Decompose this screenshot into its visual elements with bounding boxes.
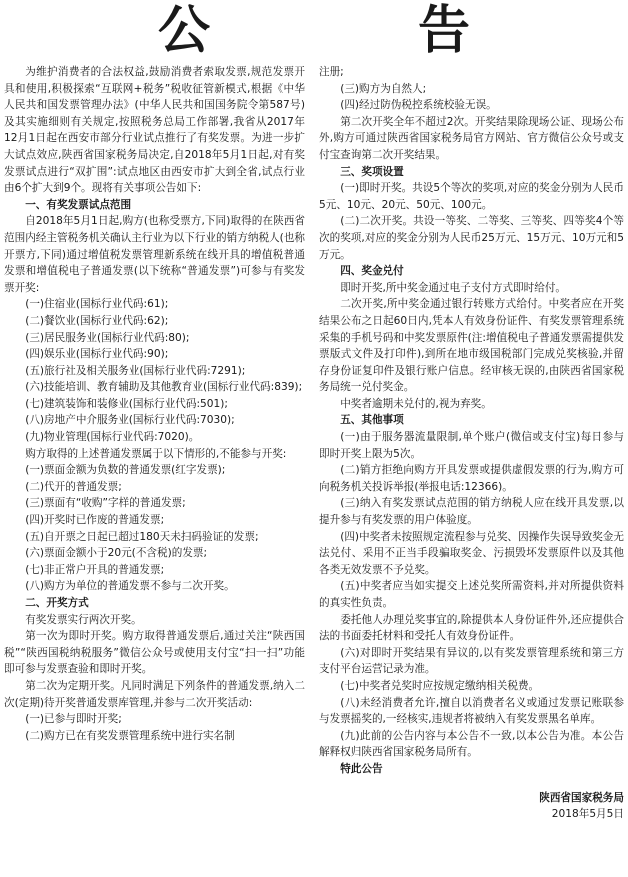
- paragraph: (二)餐饮业(国标行业代码:62);: [25, 314, 169, 327]
- paragraph: (八)房地产中介服务业(国标行业代码:7030);: [25, 414, 235, 427]
- issuer-name: 陕西省国家税务局: [539, 791, 624, 804]
- paragraph: 中奖者逾期未兑付的,视为弃奖。: [340, 397, 492, 410]
- paragraph: (五)自开票之日起已超过180天未扫码验证的发票;: [25, 530, 259, 543]
- paragraph: 自2018年5月1日起,购方(也称受票方,下同)取得的在陕西省范围内经主管税务机关确认主行业为以下行业的销方纳税人(也称开票方,下同)通过增值税发票管理新系统在线开具的增值税普通发票和增值税电子普通发票(以下统称“普通发票”)可参与有奖发票开奖:: [4, 215, 305, 294]
- paragraph: 二次开奖,所中奖金通过银行转账方式给付。中奖者应在开奖结果公布之日起60日内,凭本人有效身份证件、有奖发票管理系统采集的手机号码和中奖发票原件(注:增值税电子普通发票需提供发票版式文件及打印件),到所在地市级国税部门完成兑奖核验,并留存身份证复印件及银行账户信息。经审核无误的,由陕西省国家税务局统一兑付奖金。: [319, 298, 624, 394]
- paragraph: 购方取得的上述普通发票属于以下情形的,不能参与开奖:: [25, 447, 287, 460]
- paragraph: (四)经过防伪税控系统校验无误。: [340, 99, 497, 112]
- paragraph: (三)购方为自然人;: [340, 82, 427, 95]
- paragraph: (二)二次开奖。共设一等奖、二等奖、三等奖、四等奖4个等次的奖项,对应的奖金分别为人民币25万元、15万元、10万元和5万元。: [319, 215, 624, 261]
- paragraph: (二)销方拒绝向购方开具发票或提供虚假发票的行为,购方可向税务机关投诉举报(举报电话:12366)。: [319, 464, 624, 493]
- section-heading: 一、有奖发票试点范围: [25, 198, 132, 211]
- paragraph: 第二次为定期开奖。凡同时满足下列条件的普通发票,纳入二次(定期)待开奖普通发票库管理,并参与二次开奖活动:: [4, 679, 305, 709]
- paragraph: (一)住宿业(国标行业代码:61);: [25, 298, 169, 311]
- paragraph: (九)此前的公告内容与本公告不一致,以本公告为准。本公告解释权归陕西省国家税务局所有。: [319, 729, 624, 759]
- paragraph: (三)纳入有奖发票试点范围的销方纳税人应在线开具发票,以提升参与有奖发票的用户体验度。: [319, 497, 624, 527]
- paragraph: 为维护消费者的合法权益,鼓励消费者索取发票,规范发票开具和使用,积极探索“互联网+税务”税收征管新模式,根据《中华人民共和国发票管理办法》(中华人民共和国国务院令第587号)及其实施细则有关规定,按照税务总局工作部署,我省从2017年12月1日起在西安市部分行业试点推行了有奖发票。为进一步扩大试点效应,陕西省国家税务局决定,自2018年5月1日起,对有奖发票试点进行“双扩围”:试点地区由西安市扩大到全省,试点行业由6个扩大到9个。现将有关事项公告如下:: [4, 66, 305, 195]
- left-column: [4, 64, 305, 873]
- paragraph: 第二次开奖全年不超过2次。开奖结果除现场公证、现场公布外,购方可通过陕西省国家税务局官方网站、官方微信公众号或支付宝查询第二次开奖结果。: [319, 115, 624, 161]
- paragraph: (七)非正常户开具的普通发票;: [25, 563, 165, 576]
- section-heading: 五、其他事项: [340, 414, 404, 427]
- paragraph: (四)中奖者未按照规定流程参与兑奖、因操作失误导致奖金无法兑付、采用不正当手段骗取奖金、污损毁坏发票原件以及其他各类无效发票不予兑奖。: [319, 530, 624, 576]
- paragraph: (一)票面金额为负数的普通发票(红字发票);: [25, 464, 226, 477]
- paragraph: (五)中奖者应当如实提交上述兑奖所需资料,并对所提供资料的真实性负责。: [319, 580, 624, 609]
- right-column: [319, 64, 624, 873]
- paragraph: 第一次为即时开奖。购方取得普通发票后,通过关注“陕西国税”“陕西国税纳税服务”微信公众号或使用支付宝“扫一扫”功能即可参与发票查验和即时开奖。: [4, 630, 305, 676]
- issue-date: 2018年5月5日: [551, 808, 624, 821]
- paragraph: 即时开奖,所中奖金通过电子支付方式即时给付。: [340, 281, 567, 294]
- paragraph: 有奖发票实行两次开奖。: [25, 613, 142, 626]
- paragraph: (七)中奖者兑奖时应按规定缴纳相关税费。: [340, 679, 540, 692]
- closing-text: 特此公告: [340, 762, 383, 775]
- paragraph: (二)购方已在有奖发票管理系统中进行实名制: [25, 729, 235, 742]
- paragraph: (一)即时开奖。共设5个等次的奖项,对应的奖金分别为人民币5元、10元、20元、50元、100元。: [319, 182, 624, 211]
- paragraph: (四)开奖时已作废的普通发票;: [25, 514, 165, 527]
- paragraph: (六)技能培训、教育辅助及其他教育业(国标行业代码:839);: [25, 381, 303, 394]
- paragraph: 注册;: [319, 66, 344, 78]
- paragraph: (三)居民服务业(国标行业代码:80);: [25, 331, 190, 344]
- paragraph: (六)对即时开奖结果有异议的,以有奖发票管理系统和第三方支付平台运营记录为准。: [319, 646, 624, 676]
- paragraph: (一)由于服务器流量限制,单个账户(微信或支付宝)每日参与即时开奖上限为5次。: [319, 431, 624, 460]
- page-title: 公 告: [157, 0, 548, 61]
- section-heading: 二、开奖方式: [25, 597, 89, 609]
- paragraph: (五)旅行社及相关服务业(国标行业代码:7291);: [25, 364, 246, 377]
- paragraph: (二)代开的普通发票;: [25, 480, 122, 493]
- paragraph: (六)票面金额小于20元(不含税)的发票;: [25, 547, 208, 560]
- section-heading: 三、奖项设置: [340, 165, 404, 178]
- paragraph: (一)已参与即时开奖;: [25, 713, 122, 726]
- section-heading: 四、奖金兑付: [340, 265, 404, 278]
- paragraph: 委托他人办理兑奖事宜的,除提供本人身份证件外,还应提供合法的书面委托材料和受托人有效身份证件。: [319, 613, 624, 643]
- paragraph: (三)票面有“收购”字样的普通发票;: [25, 497, 186, 510]
- paragraph: (八)未经消费者允许,擅自以消费者名义或通过发票记账联参与发票摇奖的,一经核实,违规者将被纳入有奖发票黑名单库。: [319, 696, 624, 726]
- paragraph: (七)建筑装饰和装修业(国标行业代码:501);: [25, 397, 228, 410]
- paragraph: (九)物业管理(国标行业代码:7020)。: [25, 431, 200, 444]
- paragraph: (八)购方为单位的普通发票不参与二次开奖。: [25, 580, 235, 593]
- paragraph: (四)娱乐业(国标行业代码:90);: [25, 348, 169, 361]
